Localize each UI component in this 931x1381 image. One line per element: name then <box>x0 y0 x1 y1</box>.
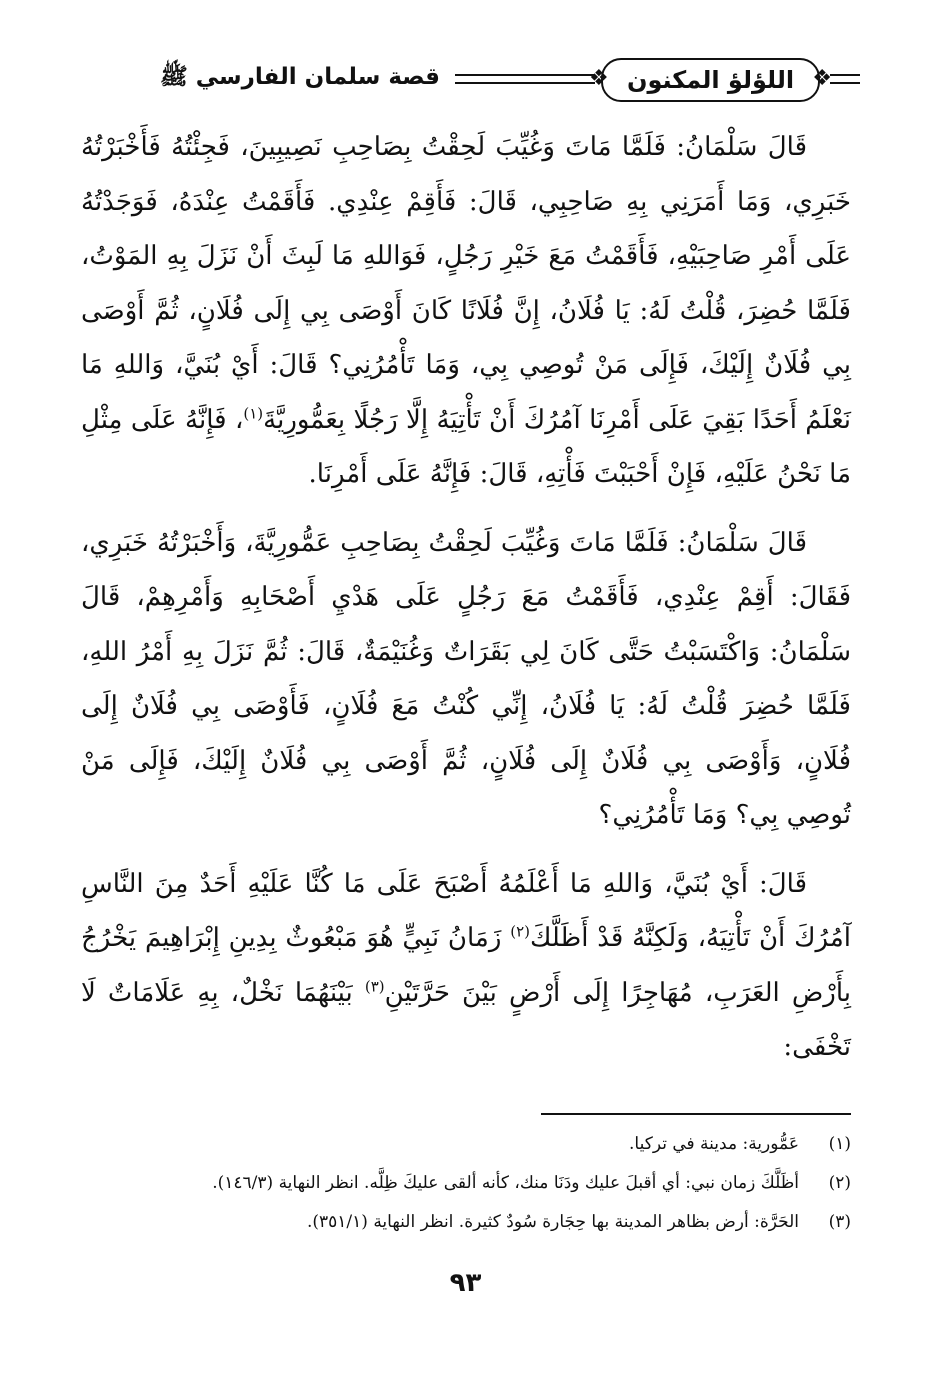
book-title: ❖ اللؤلؤ المكنون <box>626 66 795 94</box>
page-number: ٩٣ <box>449 1268 482 1298</box>
book-title-ornament <box>601 58 820 102</box>
footnote-text: أظَلَّكَ زمان نبي: أي أقبلَ عليك ودَنَا منك، كأنه ألقى عليكَ ظِلَّه. انظر النهاية (١٤٦/٣). <box>212 1173 799 1193</box>
paragraph-text: قَالَ: أَيْ بُنَيَّ، وَاللهِ مَا أَعْلَمُهُ أَصْبَحَ عَلَى مَا كُنَّا عَلَيْهِ أَحَدٌ مِنَ النَّاسِ آمُرُكَ أَنْ تَأْتِيَهُ، وَلَكِنَّهُ قَدْ أَظَلَّكَ <box>81 868 852 953</box>
footnote-text: الحَرَّة: أرض بظاهر المدينة بها حِجَارة سُودٌ كثيرة. انظر النهاية (٣٥١/١). <box>306 1212 799 1232</box>
paragraph-text: ، فَإِنَّهُ عَلَى مِثْلِ مَا نَحْنُ عَلَيْهِ، فَإِنْ أَحْبَبْتَ فَأْتِهِ، قَالَ: فَإِنَّهُ عَلَى أَمْرِنَا. <box>81 404 851 489</box>
paragraph-2 <box>81 516 851 843</box>
footnote-separator <box>541 1113 851 1115</box>
footnote-text: عَمُّورية: مدينة في تركيا. <box>629 1134 799 1154</box>
footnote-ref-1: (١) <box>243 403 264 422</box>
footnote-1 <box>81 1125 851 1164</box>
main-text <box>81 120 851 1089</box>
footnote-ref-2: (٢) <box>510 922 531 941</box>
paragraph-1 <box>81 120 851 502</box>
paragraph-text: قَالَ سَلْمَانُ: فَلَمَّا مَاتَ وَغُيِّبَ لَحِقْتُ بِصَاحِبِ نَصِيبِينَ، فَجِئْتُهُ فَأَخْبَرْتُهُ خَبَرِي، وَمَا أَمَرَنِي بِهِ صَاحِبِي، قَالَ: فَأَقِمْ عِنْدِي. فَأَقَمْتُ عِنْدَهُ، فَوَجَدْتُهُ عَلَى أَمْرِ صَاحِبَيْهِ، فَأَقَمْتُ مَعَ خَيْرِ رَجُلٍ، فَوَاللهِ مَا لَبِثَ أَنْ نَزَلَ بِهِ المَوْتُ، فَلَمَّا حُضِرَ، قُلْتُ لَهُ: يَا فُلَانُ، إِنَّ فُلَانًا كَانَ أَوْصَى بِي إِلَى فُلَانٍ، ثُمَّ أَوْصَى بِي فُلَانٌ إِلَيْكَ، فَإِلَى مَنْ تُوصِي بِي، وَمَا تَأْمُرُنِي؟ قَالَ: أَيْ بُنَيَّ، وَاللهِ مَا نَعْلَمُ أَحَدًا بَقِيَ عَلَى أَمْرِنَا آمُرُكَ أَنْ تَأْتِيَهُ إِلَّا رَجُلًا بِعَمُّورِيَّةَ <box>81 132 852 435</box>
footnote-2 <box>81 1164 851 1203</box>
footnote-ref-3: (٣) <box>364 976 385 995</box>
footnote-number: (٢) <box>828 1173 851 1193</box>
footnote-number: (٣) <box>828 1212 851 1232</box>
header-rule-middle <box>455 74 595 84</box>
paragraph-text: زَمَانُ نَبِيٍّ هُوَ مَبْعُوثٌ بِدِينِ إِبْرَاهِيمَ يَخْرُجُ بِأَرْضِ العَرَبِ، مُهَاجِرًا إِلَى أَرْضٍ بَيْنَ حَرَّتَيْنِ <box>81 923 851 1008</box>
paragraph-text: قَالَ سَلْمَانُ: فَلَمَّا مَاتَ وَغُيِّبَ لَحِقْتُ بِصَاحِبِ عَمُّورِيَّةَ، وَأَخْبَرْتُهُ خَبَرِي، فَقَالَ: أَقِمْ عِنْدِي، فَأَقَمْتُ مَعَ رَجُلٍ عَلَى هَدْيِ أَصْحَابِهِ وَأَمْرِهِمْ، قَالَ سَلْمَانُ: وَاكْتَسَبْتُ حَتَّى كَانَ لِي بَقَرَاتٌ وَغُنَيْمَةٌ، قَالَ: ثُمَّ نَزَلَ بِهِ أَمْرُ اللهِ، فَلَمَّا حُضِرَ قُلْتُ لَهُ: يَا فُلَانُ، إِنِّي كُنْتُ مَعَ فُلَانٍ، فَأَوْصَى بِي فُلَانٌ إِلَى فُلَانٍ، وَأَوْصَى بِي فُلَانٌ إِلَى فُلَانٍ، ثُمَّ أَوْصَى بِي فُلَانٌ إِلَيْكَ، فَإِلَى مَنْ تُوصِي بِي؟ وَمَا تَأْمُرُنِي؟ <box>81 527 851 830</box>
footnotes <box>81 1125 851 1242</box>
footnote-number: (١) <box>828 1134 851 1154</box>
paragraph-text: بَيْنَهُمَا نَخْلٌ، بِهِ عَلَامَاتٌ لَا تَخْفَى: <box>81 977 851 1062</box>
header-rule-right <box>830 74 860 84</box>
paragraph-3 <box>81 857 851 1075</box>
footnote-3 <box>81 1203 851 1242</box>
running-header <box>100 52 860 104</box>
chapter-title: قصة سلمان الفارسي ﷺ <box>159 64 440 90</box>
